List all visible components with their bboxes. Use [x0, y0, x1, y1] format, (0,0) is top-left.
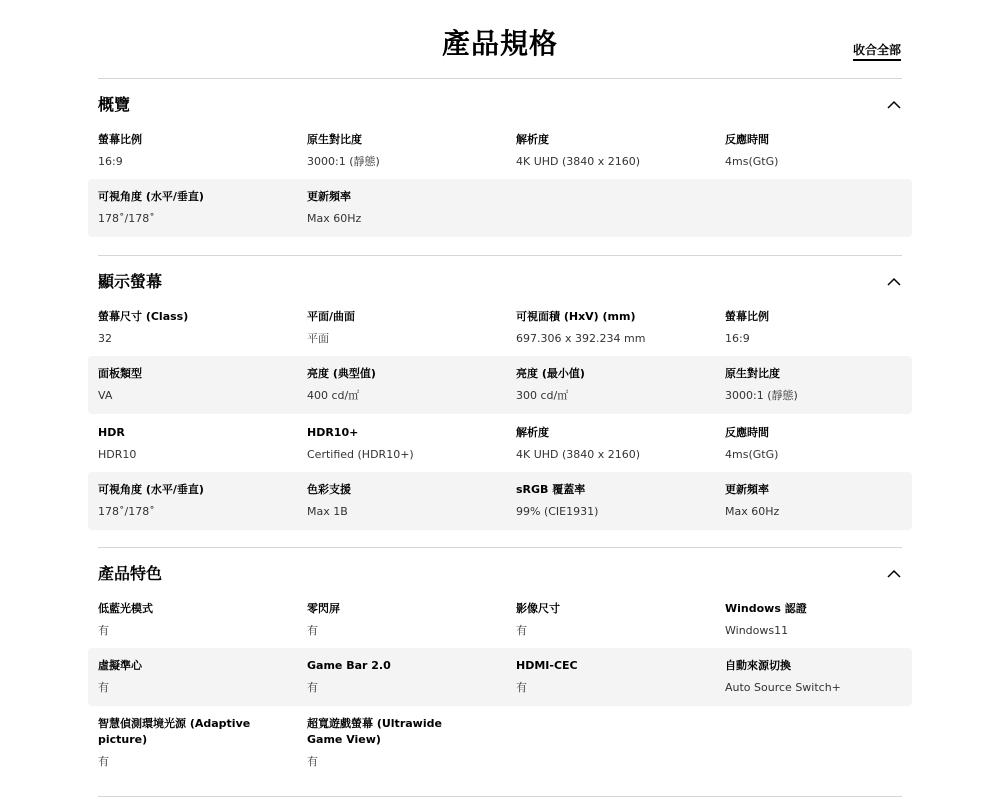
spec-label: 面板類型: [98, 367, 142, 380]
spec-cell: [307, 425, 507, 463]
spec-value: Max 60Hz: [307, 212, 362, 225]
spec-label: 原生對比度: [307, 133, 362, 146]
spec-label: Game Bar 2.0: [307, 659, 391, 672]
spec-cell: [307, 716, 477, 770]
spec-value: VA: [98, 389, 113, 402]
spec-label: 螢幕比例: [98, 133, 142, 146]
spec-cell: [516, 425, 716, 463]
spec-value: 178˚/178˚: [98, 212, 155, 225]
spec-label: 低藍光模式: [98, 602, 153, 615]
spec-row: [88, 356, 912, 414]
spec-label: 亮度 (最小值): [516, 367, 585, 380]
spec-label: 零閃屏: [307, 602, 340, 615]
spec-label: 原生對比度: [725, 367, 780, 380]
spec-value: 有: [516, 681, 527, 694]
spec-cell: [98, 189, 298, 227]
spec-label: 可視面積 (HxV) (mm): [516, 310, 636, 323]
spec-value: 有: [98, 755, 109, 768]
spec-value: HDR10: [98, 448, 137, 461]
spec-row: [88, 472, 912, 530]
spec-cell: [516, 366, 716, 404]
spec-label: 平面/曲面: [307, 310, 356, 323]
spec-value: Windows11: [725, 624, 789, 637]
spec-label: 更新頻率: [725, 483, 769, 496]
divider: [98, 78, 902, 79]
spec-label: HDR: [98, 426, 125, 439]
spec-cell: [725, 425, 925, 463]
spec-cell: [98, 716, 258, 770]
divider: [98, 796, 902, 797]
chevron-up-icon[interactable]: [887, 569, 901, 579]
spec-label: 螢幕比例: [725, 310, 769, 323]
spec-row: [88, 309, 912, 357]
spec-value: 3000:1 (靜態): [307, 155, 380, 168]
spec-label: 解析度: [516, 426, 549, 439]
spec-cell: [307, 132, 507, 170]
spec-cell: [98, 132, 298, 170]
spec-cell: [725, 132, 925, 170]
spec-value: 32: [98, 332, 112, 345]
spec-value: 697.306 x 392.234 mm: [516, 332, 646, 345]
spec-value: 有: [307, 681, 318, 694]
spec-label: 虛擬準心: [98, 659, 142, 672]
spec-cell: [725, 309, 925, 347]
spec-cell: [307, 366, 507, 404]
chevron-up-icon[interactable]: [887, 277, 901, 287]
spec-label: 亮度 (典型值): [307, 367, 376, 380]
spec-label: 螢幕尺寸 (Class): [98, 310, 189, 323]
spec-cell: [516, 309, 716, 347]
spec-value: Certified (HDR10+): [307, 448, 414, 461]
spec-row: [88, 716, 912, 780]
page-title: 產品規格: [441, 27, 558, 60]
spec-value: 99% (CIE1931): [516, 505, 599, 518]
collapse-all-link[interactable]: 收合全部: [853, 42, 901, 61]
spec-cell: [725, 482, 925, 520]
spec-cell: [98, 601, 298, 639]
spec-label: Windows 認證: [725, 602, 807, 615]
spec-label: 反應時間: [725, 426, 769, 439]
spec-label: sRGB 覆蓋率: [516, 483, 586, 496]
spec-cell: [725, 366, 925, 404]
spec-cell: [516, 658, 716, 696]
spec-cell: [98, 309, 298, 347]
spec-value: Max 60Hz: [725, 505, 780, 518]
spec-cell: [725, 601, 925, 639]
section-title-overview[interactable]: 概覽: [98, 95, 131, 114]
spec-cell: [307, 482, 507, 520]
spec-label: 超寬遊戲螢幕 (Ultrawide Game View): [307, 717, 442, 746]
spec-row: [88, 648, 912, 706]
spec-value: 3000:1 (靜態): [725, 389, 798, 402]
spec-value: 有: [516, 624, 527, 637]
spec-value: 有: [98, 624, 109, 637]
spec-cell: [98, 658, 298, 696]
spec-value: 300 cd/㎡: [516, 389, 569, 402]
spec-cell: [98, 366, 298, 404]
spec-cell: [307, 189, 507, 227]
spec-label: 可視角度 (水平/垂直): [98, 190, 204, 203]
spec-row: [88, 132, 912, 180]
spec-cell: [516, 132, 716, 170]
spec-label: 自動來源切換: [725, 659, 791, 672]
divider: [98, 547, 902, 548]
spec-cell: [516, 482, 716, 520]
spec-value: 有: [307, 755, 318, 768]
spec-label: HDR10+: [307, 426, 359, 439]
spec-value: 4ms(GtG): [725, 448, 779, 461]
spec-cell: [725, 658, 925, 696]
spec-value: 4ms(GtG): [725, 155, 779, 168]
spec-row: [88, 179, 912, 237]
spec-value: Auto Source Switch+: [725, 681, 841, 694]
spec-value: 16:9: [725, 332, 750, 345]
spec-value: 4K UHD (3840 x 2160): [516, 155, 641, 168]
spec-label: 影像尺寸: [516, 602, 560, 615]
spec-value: 平面: [307, 332, 329, 345]
spec-value: 4K UHD (3840 x 2160): [516, 448, 641, 461]
section-title-display[interactable]: 顯示螢幕: [98, 272, 163, 291]
spec-label: 反應時間: [725, 133, 769, 146]
spec-value: 400 cd/㎡: [307, 389, 360, 402]
spec-cell: [307, 658, 507, 696]
spec-value: 有: [98, 681, 109, 694]
spec-cell: [98, 482, 298, 520]
spec-value: 16:9: [98, 155, 123, 168]
section-title-features[interactable]: 產品特色: [98, 564, 163, 583]
chevron-up-icon[interactable]: [887, 100, 901, 110]
spec-label: 色彩支援: [307, 483, 351, 496]
spec-cell: [307, 309, 507, 347]
spec-cell: [307, 601, 507, 639]
spec-label: HDMI-CEC: [516, 659, 578, 672]
spec-label: 解析度: [516, 133, 549, 146]
spec-label: 智慧偵測環境光源 (Adaptive picture): [98, 717, 251, 746]
spec-cell: [98, 425, 298, 463]
spec-label: 更新頻率: [307, 190, 351, 203]
spec-cell: [516, 601, 716, 639]
spec-value: 178˚/178˚: [98, 505, 155, 518]
divider: [98, 255, 902, 256]
spec-row: [88, 425, 912, 473]
spec-value: 有: [307, 624, 318, 637]
spec-label: 可視角度 (水平/垂直): [98, 483, 204, 496]
spec-value: Max 1B: [307, 505, 348, 518]
spec-row: [88, 601, 912, 649]
